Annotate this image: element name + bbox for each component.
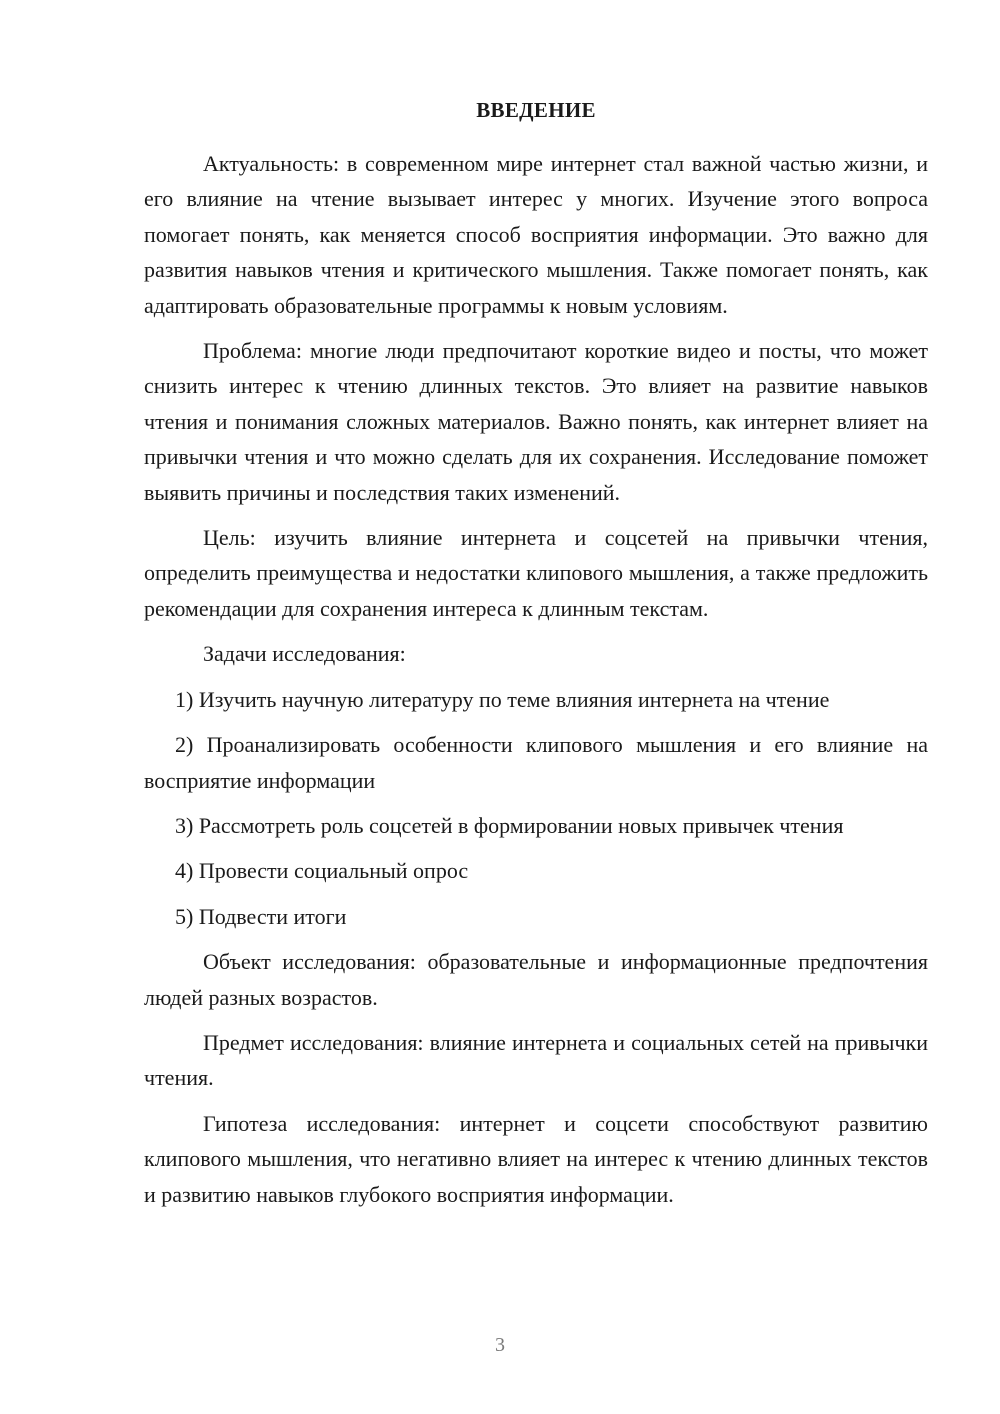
page-content [144, 96, 928, 1212]
paragraph-goal: Цель: изучить влияние интернета и соцсетей на привычки чтения, определить преимущества и недостатки клипового мышления, а также предложить рекомендации для сохранения интереса к длинным текстам. [144, 525, 928, 621]
section-title: ВВЕДЕНИЕ [476, 98, 596, 122]
paragraph-object: Объект исследования: образовательные и информационные предпочтения людей разных возрастов. [144, 949, 928, 1010]
task-item-2: 2) Проанализировать особенности клипового мышления и его влияние на восприятие информации [144, 732, 928, 793]
paragraph-problem: Проблема: многие люди предпочитают короткие видео и посты, что может снизить интерес к чтению длинных текстов. Это влияет на развитие навыков чтения и понимания сложных материалов. Важно понять, как интернет влияет на привычки чтения и что можно сделать для их сохранения. Исследование поможет выявить причины и последствия таких изменений. [144, 338, 928, 505]
task-item-5: 5) Подвести итоги [175, 903, 347, 929]
task-item-3: 3) Рассмотреть роль соцсетей в формировании новых привычек чтения [175, 812, 844, 838]
paragraph-tasks-heading: Задачи исследования: [203, 641, 406, 667]
task-item-4: 4) Провести социальный опрос [175, 858, 469, 884]
paragraph-relevance: Актуальность: в современном мире интернет стал важной частью жизни, и его влияние на чтение вызывает интерес у многих. Изучение этого вопроса помогает понять, как меняется способ восприятия информации. Это важно для развития навыков чтения и критического мышления. Также помогает понять, как адаптировать образовательные программы к новым условиям. [144, 151, 928, 318]
paragraph-subject: Предмет исследования: влияние интернета и социальных сетей на привычки чтения. [144, 1029, 928, 1091]
task-item-1: 1) Изучить научную литературу по теме влияния интернета на чтение [175, 686, 830, 712]
paragraph-hypothesis: Гипотеза исследования: интернет и соцсети способствуют развитию клипового мышления, что негативно влияет на интерес к чтению длинных текстов и развитию навыков глубокого восприятия информации. [144, 1110, 928, 1207]
page-number: 3 [495, 1334, 505, 1356]
